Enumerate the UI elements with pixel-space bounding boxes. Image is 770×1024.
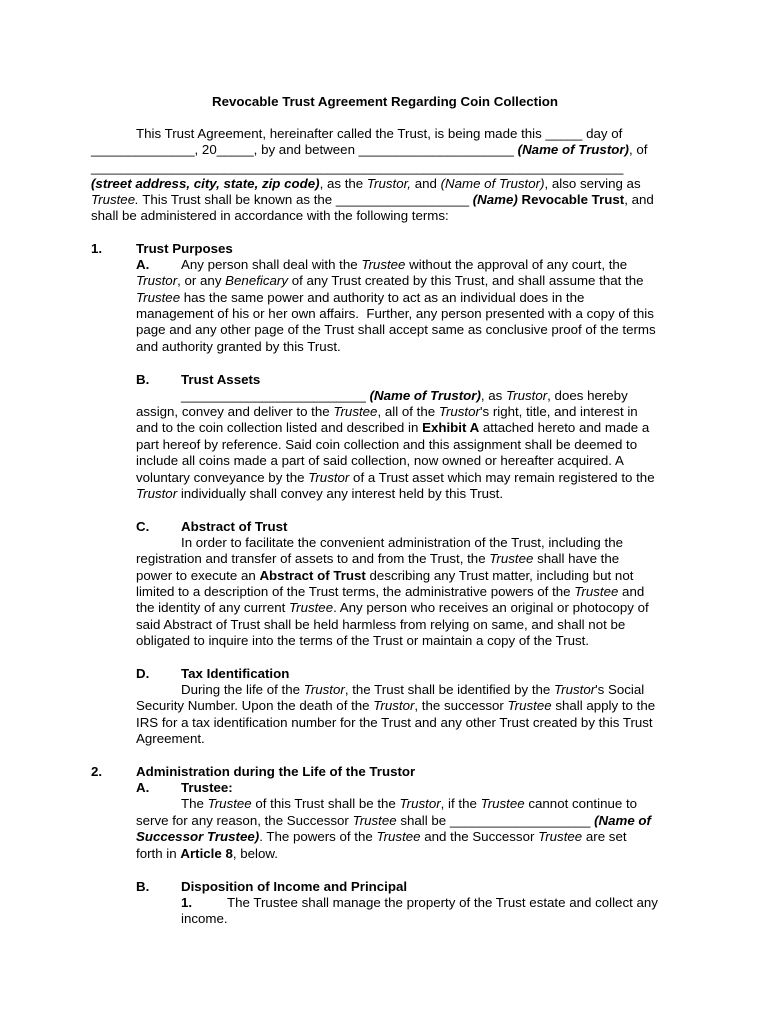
s2a-line-2: serve for any reason, the Successor Trustee shall be ___________________ (Name of (136, 813, 651, 828)
s1c-heading: Abstract of Trust (181, 519, 288, 534)
section-1-number: 1. (91, 241, 103, 256)
s1a-line-6: and authority granted by this Trust. (136, 339, 341, 354)
s1a-letter: A. (136, 257, 150, 272)
s1b-line-1: _________________________ (Name of Trustor), as Trustor, does hereby (181, 388, 628, 403)
intro-line-3: ________________________________________________________________________ (91, 160, 624, 175)
s1b-line-2: assign, convey and deliver to the Trustee, all of the Trustor's right, title, and interest in (136, 404, 638, 419)
section-2-number: 2. (91, 764, 103, 779)
s2b-letter: B. (136, 879, 150, 894)
s2b-item-1-line-2: income. (181, 911, 228, 926)
s1a-line-4: management of his or her own affairs. Further, any person presented with a copy of this (136, 306, 654, 321)
s1d-line-4: Agreement. (136, 731, 205, 746)
s1a-line-5: page and any other page of the Trust shall accept same as conclusive proof of the terms (136, 322, 656, 337)
s1a-line-3: Trustee has the same power and authority to act as an individual does in the (136, 290, 585, 305)
s1c-letter: C. (136, 519, 150, 534)
s1c-line-1: In order to facilitate the convenient administration of the Trust, including the (181, 535, 624, 550)
s2b-heading: Disposition of Income and Principal (181, 879, 408, 894)
s1b-heading: Trust Assets (181, 372, 261, 387)
s1b-line-3: and to the coin collection listed and described in Exhibit A attached hereto and made a (136, 420, 650, 435)
intro-line-2: ______________, 20_____, by and between _____________________ (Name of Trustor), of (91, 142, 648, 157)
s2a-line-1: The Trustee of this Trust shall be the Trustor, if the Trustee cannot continue to (181, 796, 638, 811)
s2a-letter: A. (136, 780, 150, 795)
s1b-line-7: Trustor individually shall convey any interest held by this Trust. (136, 486, 504, 501)
s1a-line-1: Any person shall deal with the Trustee without the approval of any court, the (181, 257, 628, 272)
intro-line-1: This Trust Agreement, hereinafter called the Trust, is being made this _____ day of (136, 126, 623, 141)
document-title: Revocable Trust Agreement Regarding Coin Collection (211, 94, 559, 109)
s2a-line-3: Successor Trustee). The powers of the Trustee and the Successor Trustee are set (136, 829, 627, 844)
intro-line-6: shall be administered in accordance with the following terms: (91, 208, 449, 223)
intro-line-4: (street address, city, state, zip code), as the Trustor, and (Name of Trustor), also serving as (91, 176, 641, 191)
section-2-heading: Administration during the Life of the Trustor (136, 764, 416, 779)
section-1-heading: Trust Purposes (136, 241, 233, 256)
s1b-line-6: voluntary conveyance by the Trustor of a Trust asset which may remain registered to the (136, 470, 655, 485)
s1c-line-4: limited to a description of the Trust terms, the administrative powers of the Trustee and (136, 584, 645, 599)
s1d-line-1: During the life of the Trustor, the Trust shall be identified by the Trustor's Social (181, 682, 645, 697)
s2b-item-1-number: 1. (181, 895, 193, 910)
s1d-letter: D. (136, 666, 150, 681)
s1b-line-4: part hereof by reference. Said coin collection and this assignment shall be deemed to (136, 437, 638, 452)
s1c-line-6: said Abstract of Trust shall be held harmless from relying on same, and shall not be (136, 617, 626, 632)
intro-line-5: Trustee. This Trust shall be known as the __________________ (Name) Revocable Trust, and (91, 192, 654, 207)
s1b-letter: B. (136, 372, 150, 387)
s1d-line-3: IRS for a tax identification number for the Trust and any other Trust created by this Trust (136, 715, 653, 730)
s2a-line-4: forth in Article 8, below. (136, 846, 278, 861)
s1c-line-2: registration and transfer of assets to and from the Trust, the Trustee shall have the (136, 551, 620, 566)
s1b-line-5: include all coins made a part of said collection, now owned or hereafter acquired. A (136, 453, 624, 468)
s1d-heading: Tax Identification (181, 666, 290, 681)
s1d-line-2: Security Number. Upon the death of the Trustor, the successor Trustee shall apply to the (136, 698, 656, 713)
s1a-line-2: Trustor, or any Beneficary of any Trust created by this Trust, and shall assume that the (136, 273, 644, 288)
s2a-heading: Trustee: (181, 780, 233, 795)
s2b-item-1-line-1: The Trustee shall manage the property of the Trust estate and collect any (227, 895, 658, 910)
s1c-line-7: obligated to inquire into the terms of the Trust or maintain a copy of the Trust. (136, 633, 590, 648)
s1c-line-3: power to execute an Abstract of Trust describing any Trust matter, including but not (136, 568, 634, 583)
s1c-line-5: the identity of any current Trustee. Any person who receives an original or photocopy of (136, 600, 649, 615)
